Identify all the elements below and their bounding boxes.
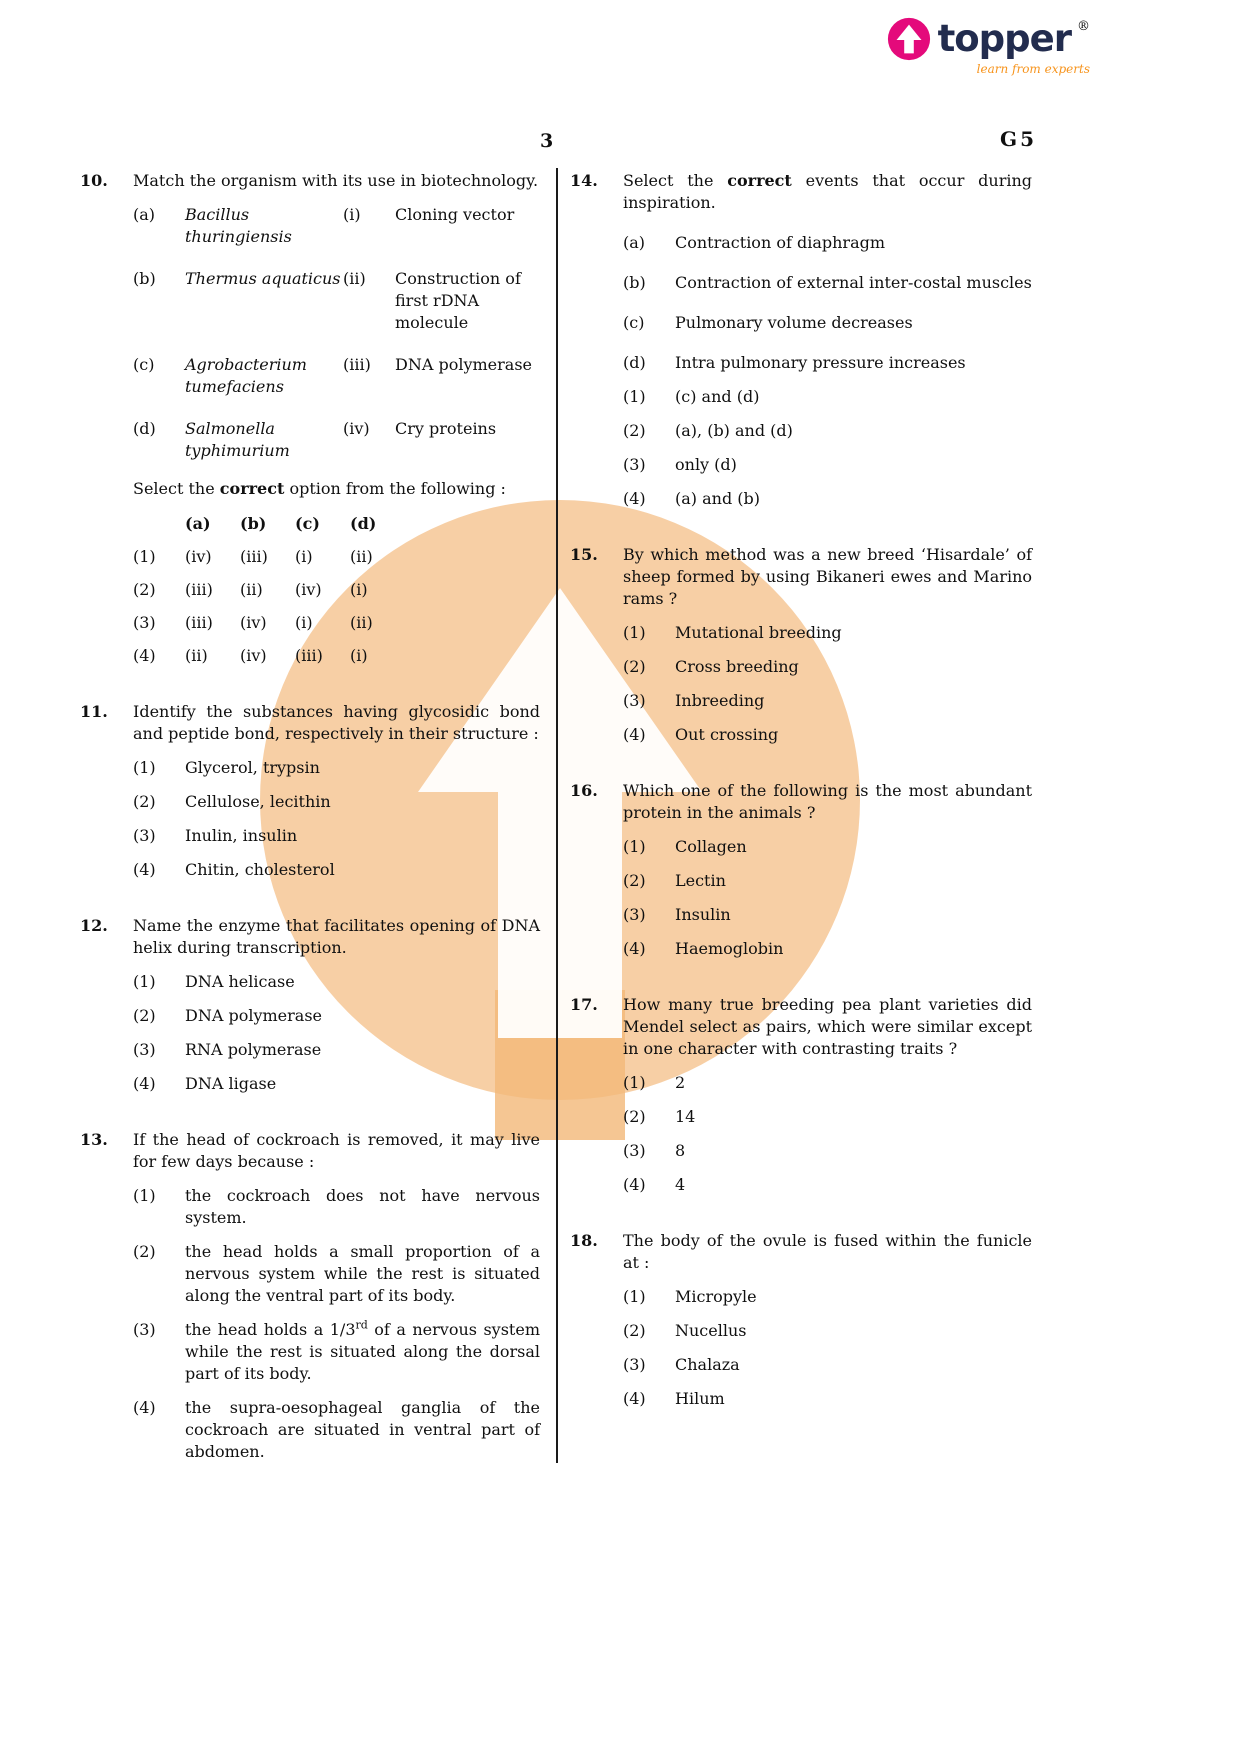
option-text: Inbreeding <box>675 691 765 710</box>
question-head <box>570 170 1032 214</box>
question-number: 14. <box>570 171 598 190</box>
option-text: 4 <box>675 1175 686 1194</box>
question-18 <box>570 1230 1032 1410</box>
question-number: 15. <box>570 545 598 564</box>
question-option <box>570 1388 1032 1410</box>
subitem-text: Pulmonary volume decreases <box>675 313 913 332</box>
match-use: Construction of first rDNA molecule <box>395 269 521 332</box>
option-label: (1) <box>623 623 646 642</box>
option-text: 8 <box>675 1141 686 1160</box>
utopper-logo-icon <box>886 16 932 62</box>
option-text: Hilum <box>675 1389 725 1408</box>
option-label: (2) <box>133 1006 156 1025</box>
option-label: (3) <box>623 1141 646 1160</box>
question-subitem <box>570 312 1032 334</box>
column-divider <box>556 168 558 1463</box>
option-text: Micropyle <box>675 1287 757 1306</box>
question-head <box>570 994 1032 1060</box>
question-stem: Name the enzyme that facilitates opening of DNA helix during transcription. <box>133 916 540 957</box>
subitem-label: (c) <box>623 313 645 332</box>
option-label: (2) <box>133 792 156 811</box>
grid-row-label: (2) <box>133 580 156 599</box>
option-label: (2) <box>623 657 646 676</box>
option-label: (3) <box>623 455 646 474</box>
option-text: Mutational breeding <box>675 623 842 642</box>
question-12 <box>80 915 540 1095</box>
option-label: (4) <box>623 1389 646 1408</box>
option-text: DNA polymerase <box>185 1006 323 1025</box>
grid-cell: (iii) <box>185 580 213 599</box>
subitem-label: (d) <box>623 353 646 372</box>
grid-cell: (ii) <box>185 646 208 665</box>
subitem-text: Contraction of diaphragm <box>675 233 886 252</box>
option-text: Collagen <box>675 837 747 856</box>
option-label: (2) <box>623 871 646 890</box>
question-head <box>570 1230 1032 1274</box>
option-label: (3) <box>623 905 646 924</box>
grid-header-cell: (b) <box>240 514 267 533</box>
question-14 <box>570 170 1032 510</box>
question-subitem <box>570 232 1032 254</box>
grid-row-label: (1) <box>133 547 156 566</box>
grid-row-label: (4) <box>133 646 156 665</box>
question-stem: Which one of the following is the most abundant protein in the animals ? <box>623 781 1032 822</box>
question-subitem <box>570 272 1032 294</box>
option-text: Inulin, insulin <box>185 826 298 845</box>
question-16 <box>570 780 1032 960</box>
question-option <box>570 690 1032 712</box>
question-stem: Identify the substances having glycosidic bond and peptide bond, respectively in their structure : <box>133 702 540 743</box>
option-label: (4) <box>623 489 646 508</box>
match-roman: (i) <box>343 205 361 224</box>
question-option <box>570 622 1032 644</box>
logo-brand-text: topper <box>937 17 1071 60</box>
question-option <box>570 454 1032 476</box>
answer-grid-header <box>80 513 540 535</box>
grid-cell: (i) <box>350 580 368 599</box>
grid-cell: (i) <box>350 646 368 665</box>
left-column <box>80 170 540 1497</box>
question-number: 11. <box>80 702 108 721</box>
option-text: 14 <box>675 1107 696 1126</box>
paper-code: G5 <box>1000 127 1037 151</box>
subitem-text: Intra pulmonary pressure increases <box>675 353 966 372</box>
option-text: the supra-oesophageal ganglia of the cockroach are situated in ventral part of abdomen. <box>185 1398 540 1461</box>
answer-grid-row <box>80 546 540 568</box>
question-head <box>80 915 540 959</box>
option-label: (4) <box>133 1074 156 1093</box>
option-text: the head holds a 1/3rd of a nervous system while the rest is situated along the dorsal part of its body. <box>185 1318 540 1383</box>
question-stem: By which method was a new breed ‘Hisardale’ of sheep formed by using Bikaneri ewes and Marino rams ? <box>623 545 1032 608</box>
question-stem: If the head of cockroach is removed, it may live for few days because : <box>133 1130 540 1171</box>
question-stem: The body of the ovule is fused within the funicle at : <box>623 1231 1032 1272</box>
option-label: (4) <box>623 725 646 744</box>
question-head <box>80 701 540 745</box>
question-stem: Select the correct events that occur during inspiration. <box>623 171 1033 212</box>
grid-cell: (ii) <box>240 580 263 599</box>
question-head <box>80 1129 540 1173</box>
match-roman: (ii) <box>343 269 366 288</box>
question-option <box>570 420 1032 442</box>
question-head <box>570 544 1032 610</box>
question-option <box>570 386 1032 408</box>
match-label: (d) <box>133 419 156 438</box>
match-row <box>80 204 540 248</box>
grid-cell: (iv) <box>185 547 212 566</box>
organism-name: Salmonella typhimurium <box>185 419 290 460</box>
question-13 <box>80 1129 540 1463</box>
question-stem: Match the organism with its use in biotechnology. <box>133 171 539 190</box>
question-option <box>570 656 1032 678</box>
option-text: 2 <box>675 1073 686 1092</box>
registered-trademark-icon: ® <box>1077 19 1090 34</box>
question-option <box>80 1319 540 1385</box>
option-label: (4) <box>623 1175 646 1194</box>
match-roman: (iii) <box>343 355 371 374</box>
match-roman: (iv) <box>343 419 370 438</box>
question-11 <box>80 701 540 881</box>
option-label: (1) <box>623 837 646 856</box>
question-option <box>80 757 540 779</box>
option-text: Nucellus <box>675 1321 747 1340</box>
match-row <box>80 418 540 462</box>
option-label: (4) <box>133 1398 156 1417</box>
question-head <box>80 170 540 192</box>
grid-cell: (i) <box>295 547 313 566</box>
question-17 <box>570 994 1032 1196</box>
question-number: 12. <box>80 916 108 935</box>
question-option <box>80 1073 540 1095</box>
option-label: (1) <box>133 972 156 991</box>
select-note: Select the correct option from the following : <box>133 479 506 498</box>
option-label: (1) <box>133 1186 156 1205</box>
option-label: (3) <box>623 691 646 710</box>
question-option <box>80 791 540 813</box>
logo-row <box>886 16 1090 62</box>
option-text: Chitin, cholesterol <box>185 860 335 879</box>
option-text: Out crossing <box>675 725 779 744</box>
question-option <box>80 1039 540 1061</box>
question-option <box>570 1106 1032 1128</box>
option-text: DNA helicase <box>185 972 295 991</box>
question-number: 18. <box>570 1231 598 1250</box>
organism-name: Bacillus thuringiensis <box>185 205 292 246</box>
match-label: (a) <box>133 205 156 224</box>
option-text: Glycerol, trypsin <box>185 758 320 777</box>
subitem-label: (a) <box>623 233 646 252</box>
option-text: the head holds a small proportion of a nervous system while the rest is situated along the ventral part of its body. <box>185 1242 540 1305</box>
question-option <box>570 1354 1032 1376</box>
option-text: DNA ligase <box>185 1074 277 1093</box>
question-option <box>570 870 1032 892</box>
question-option <box>570 724 1032 746</box>
question-option <box>80 1185 540 1229</box>
option-label: (2) <box>623 1321 646 1340</box>
option-label: (1) <box>133 758 156 777</box>
option-label: (1) <box>623 387 646 406</box>
match-label: (b) <box>133 269 156 288</box>
question-option <box>80 1005 540 1027</box>
option-text: Haemoglobin <box>675 939 784 958</box>
question-number: 17. <box>570 995 598 1014</box>
option-label: (2) <box>133 1242 156 1261</box>
option-text: Insulin <box>675 905 731 924</box>
option-label: (3) <box>133 1040 156 1059</box>
question-option <box>80 825 540 847</box>
grid-cell: (i) <box>295 613 313 632</box>
question-option <box>570 836 1032 858</box>
question-10 <box>80 170 540 667</box>
answer-grid-row <box>80 645 540 667</box>
question-number: 13. <box>80 1130 108 1149</box>
logo-tagline: learn from experts <box>976 62 1090 76</box>
option-text: the cockroach does not have nervous system. <box>185 1186 540 1227</box>
question-option <box>80 1397 540 1463</box>
match-use: DNA polymerase <box>395 355 533 374</box>
question-option <box>570 1174 1032 1196</box>
question-option <box>570 1286 1032 1308</box>
organism-name: Agrobacterium tumefaciens <box>185 355 307 396</box>
question-number: 16. <box>570 781 598 800</box>
organism-name: Thermus aquaticus <box>185 269 341 288</box>
subitem-label: (b) <box>623 273 646 292</box>
option-text: Chalaza <box>675 1355 740 1374</box>
option-label: (3) <box>133 826 156 845</box>
option-text: (a) and (b) <box>675 489 761 508</box>
question-stem: How many true breeding pea plant varieties did Mendel select as pairs, which were similar except in one character with contrasting traits ? <box>623 995 1032 1058</box>
question-option <box>570 1320 1032 1342</box>
option-label: (1) <box>623 1073 646 1092</box>
question-option <box>80 971 540 993</box>
question-option <box>570 1072 1032 1094</box>
option-label: (2) <box>623 1107 646 1126</box>
answer-grid-row <box>80 579 540 601</box>
grid-header-cell: (a) <box>185 514 211 533</box>
page-number: 3 <box>540 130 554 152</box>
option-text: only (d) <box>675 455 737 474</box>
grid-row-label: (3) <box>133 613 156 632</box>
option-label: (3) <box>133 1320 156 1339</box>
grid-header-cell: (c) <box>295 514 320 533</box>
option-label: (4) <box>133 860 156 879</box>
option-text: RNA polymerase <box>185 1040 322 1059</box>
option-label: (2) <box>623 421 646 440</box>
option-text: Lectin <box>675 871 726 890</box>
question-subitem <box>570 352 1032 374</box>
grid-cell: (iv) <box>295 580 322 599</box>
grid-cell: (ii) <box>350 547 373 566</box>
question-option <box>570 1140 1032 1162</box>
option-label: (1) <box>623 1287 646 1306</box>
grid-cell: (iii) <box>295 646 323 665</box>
grid-cell: (ii) <box>350 613 373 632</box>
question-option <box>80 859 540 881</box>
option-label: (4) <box>623 939 646 958</box>
match-row <box>80 354 540 398</box>
grid-spacer <box>133 513 185 535</box>
answer-grid-row <box>80 612 540 634</box>
option-text: (c) and (d) <box>675 387 760 406</box>
question-15 <box>570 544 1032 746</box>
grid-cell: (iv) <box>240 613 267 632</box>
option-text: Cross breeding <box>675 657 799 676</box>
option-label: (3) <box>623 1355 646 1374</box>
right-column <box>570 170 1032 1444</box>
grid-cell: (iv) <box>240 646 267 665</box>
match-label: (c) <box>133 355 155 374</box>
match-row <box>80 268 540 334</box>
match-use: Cry proteins <box>395 419 497 438</box>
question-option <box>570 904 1032 926</box>
subitem-text: Contraction of external inter-costal muscles <box>675 273 1032 292</box>
question-head <box>570 780 1032 824</box>
question-number: 10. <box>80 171 108 190</box>
utopper-logo <box>886 16 1090 80</box>
question-option <box>570 938 1032 960</box>
question-option <box>570 488 1032 510</box>
grid-cell: (iii) <box>185 613 213 632</box>
grid-cell: (iii) <box>240 547 268 566</box>
grid-header-cell: (d) <box>350 514 377 533</box>
option-text: Cellulose, lecithin <box>185 792 331 811</box>
option-text: (a), (b) and (d) <box>675 421 793 440</box>
match-use: Cloning vector <box>395 205 515 224</box>
question-option <box>80 1241 540 1307</box>
